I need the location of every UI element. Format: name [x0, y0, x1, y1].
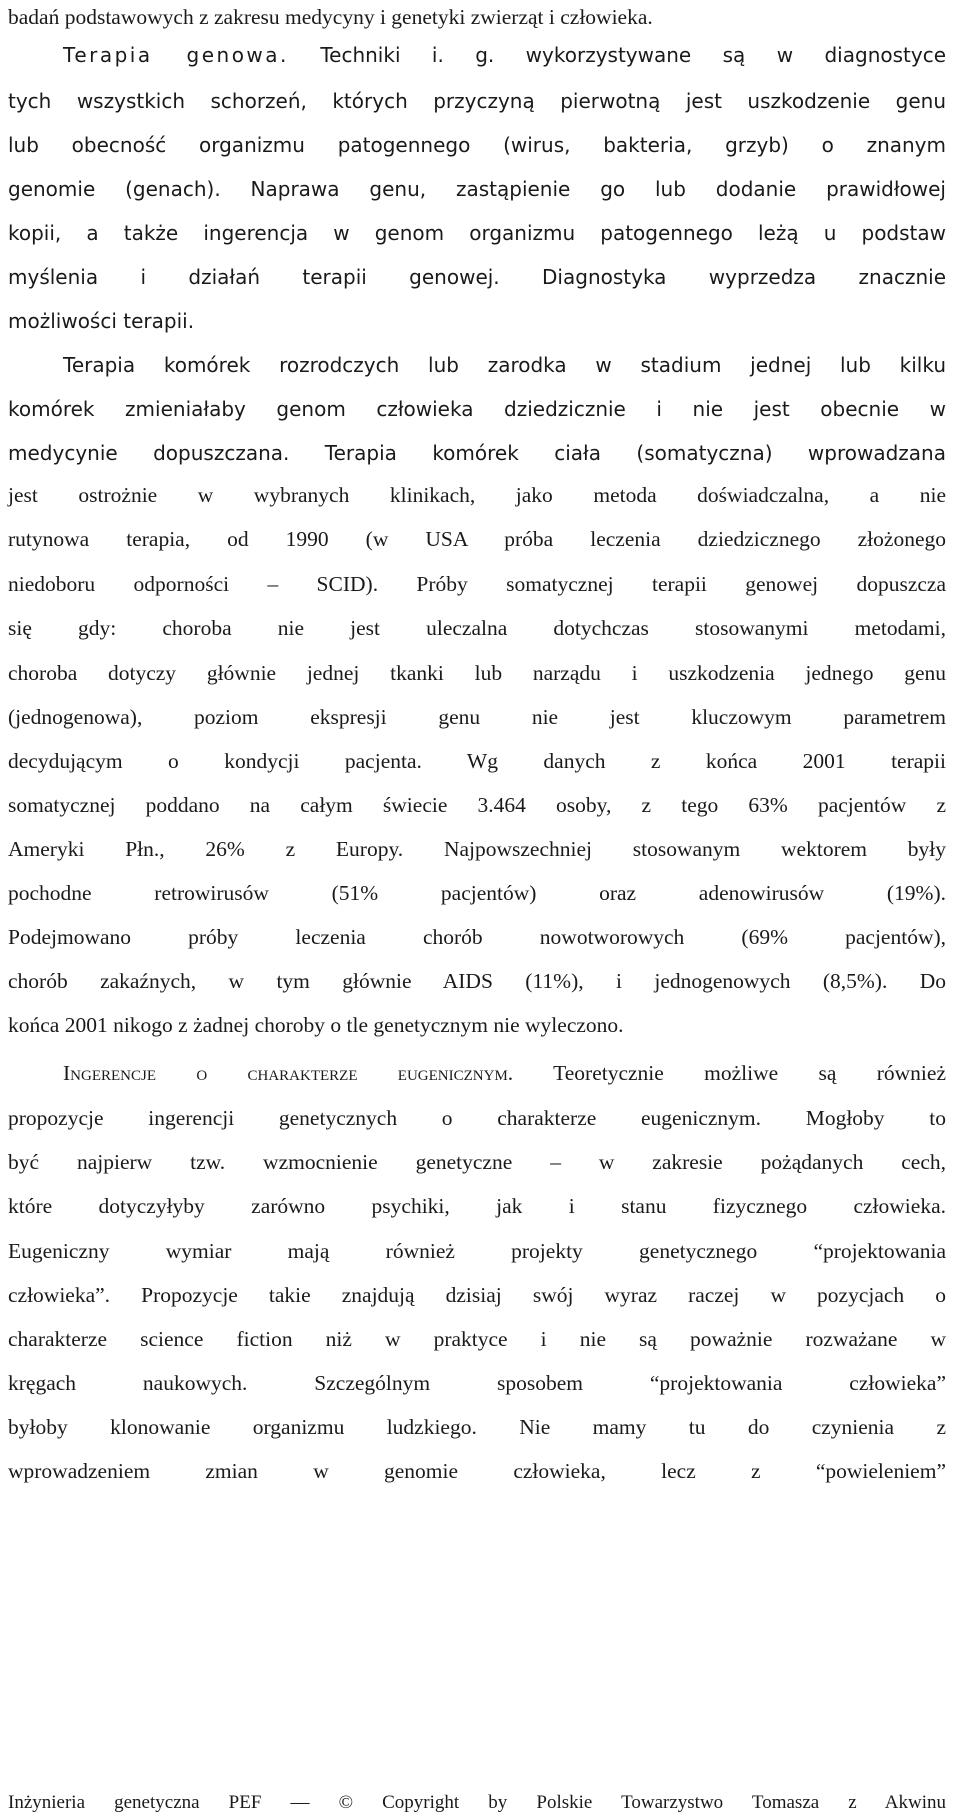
text-line: badań podstawowych z zakresu medycyny i genetyki zwierząt i człowieka.	[8, 5, 653, 29]
text-line: się gdy: choroba nie jest uleczalna dotychczas stosowanymi metodami,	[8, 616, 946, 640]
text-line: Ameryki Płn., 26% z Europy. Najpowszechniej stosowanym wektorem były	[8, 837, 946, 861]
text-line: medycynie dopuszczana. Terapia komórek ciała (somatyczna) wprowadzana	[8, 441, 946, 465]
text-line: lub obecność organizmu patogennego (wirus, bakteria, grzyb) o znanym	[8, 133, 946, 157]
section-heading-terapia-genowa: Terapia genowa.	[63, 43, 289, 67]
text-line: tych wszystkich schorzeń, których przyczyną pierwotną jest uszkodzenie genu	[8, 89, 946, 113]
text-line: myślenia i działań terapii genowej. Diagnostyka wyprzedza znacznie	[8, 265, 946, 289]
text-line: człowieka”. Propozycje takie znajdują dzisiaj swój wyraz raczej w pozycjach o	[8, 1283, 946, 1307]
text-line: propozycje ingerencji genetycznych o charakterze eugenicznym. Mogłoby to	[8, 1106, 946, 1130]
text-line: somatycznej poddano na całym świecie 3.464 osoby, z tego 63% pacjentów z	[8, 793, 946, 817]
text-line: charakterze science fiction niż w praktyce i nie są poważnie rozważane w	[8, 1327, 946, 1351]
text-line: (jednogenowa), poziom ekspresji genu nie jest kluczowym parametrem	[8, 705, 946, 729]
text-line: wprowadzeniem zmian w genomie człowieka, lecz z “powieleniem”	[8, 1459, 946, 1483]
text-span: Teoretycznie możliwe są również	[513, 1061, 946, 1085]
text-line: rutynowa terapia, od 1990 (w USA próba leczenia dziedzicznego złożonego	[8, 527, 946, 551]
text-line: choroba dotyczy głównie jednej tkanki lub narządu i uszkodzenia jednego genu	[8, 661, 946, 685]
text-line: komórek zmieniałaby genom człowieka dziedzicznie i nie jest obecnie w	[8, 397, 946, 421]
text-line: Eugeniczny wymiar mają również projekty genetycznego “projektowania	[8, 1239, 946, 1263]
text-line	[63, 1058, 946, 1088]
text-line: jest ostrożnie w wybranych klinikach, jako metoda doświadczalna, a nie	[8, 483, 946, 507]
text-line: Podejmowano próby leczenia chorób nowotworowych (69% pacjentów),	[8, 925, 946, 949]
text-line: genomie (genach). Naprawa genu, zastąpienie go lub dodanie prawidłowej	[8, 177, 946, 201]
text-line: kręgach naukowych. Szczególnym sposobem “projektowania człowieka”	[8, 1371, 946, 1395]
text-line: Terapia komórek rozrodczych lub zarodka w stadium jednej lub kilku	[63, 353, 946, 377]
text-line: decydującym o kondycji pacjenta. Wg danych z końca 2001 terapii	[8, 749, 946, 773]
text-line: które dotyczyłyby zarówno psychiki, jak i stanu fizycznego człowieka.	[8, 1194, 946, 1218]
text-line: byłoby klonowanie organizmu ludzkiego. Nie mamy tu do czynienia z	[8, 1415, 946, 1439]
text-line: kopii, a także ingerencja w genom organizmu patogennego leżą u podstaw	[8, 221, 946, 245]
section-heading-ingerencje: Ingerencje o charakterze eugenicznym.	[63, 1061, 514, 1085]
text-line: możliwości terapii.	[8, 309, 195, 333]
text-line: niedoboru odporności – SCID). Próby somatycznej terapii genowej dopuszcza	[8, 572, 946, 596]
text-line: końca 2001 nikogo z żadnej choroby o tle genetycznym nie wyleczono.	[8, 1013, 624, 1037]
text-line: chorób zakaźnych, w tym głównie AIDS (11%), i jednogenowych (8,5%). Do	[8, 969, 946, 993]
text-line: być najpierw tzw. wzmocnienie genetyczne – w zakresie pożądanych cech,	[8, 1150, 946, 1174]
text-line	[63, 40, 946, 70]
text-line: pochodne retrowirusów (51% pacjentów) oraz adenowirusów (19%).	[8, 881, 946, 905]
page-footer: Inżynieria genetyczna PEF — © Copyright by Polskie Towarzystwo Tomasza z Akwinu	[8, 1792, 946, 1813]
text-span: Techniki i. g. wykorzystywane są w diagnostyce	[320, 43, 947, 67]
